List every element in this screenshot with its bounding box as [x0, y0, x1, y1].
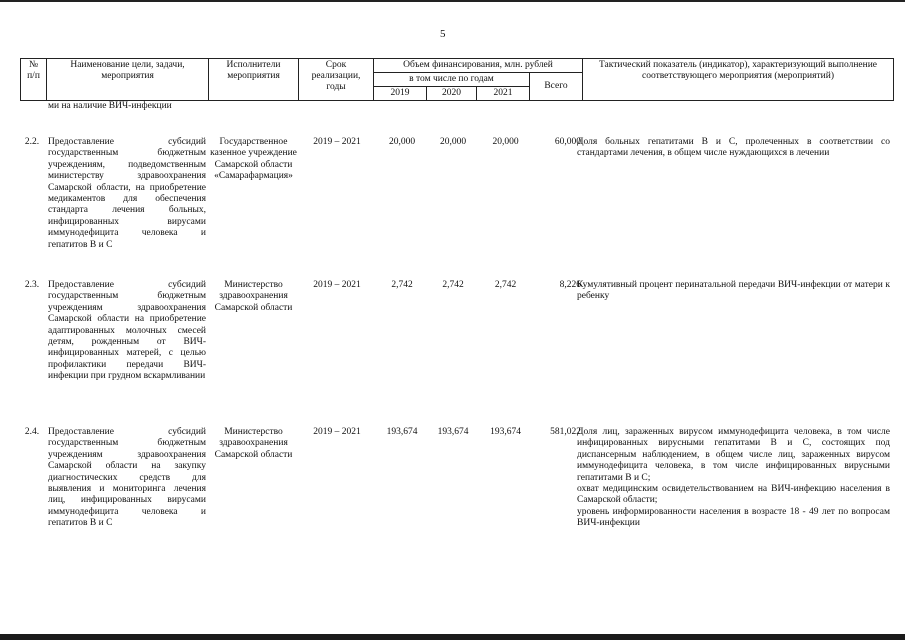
row-term: 2019 – 2021	[313, 427, 361, 437]
row-executor: Министерство здравоохранения Самарской области	[214, 427, 293, 460]
scan-bottom-edge	[0, 634, 905, 640]
header-indicator: Тактический показатель (индикатор), характеризующий выполнение соответствующего мероприятия (мероприятий)	[583, 59, 894, 101]
row-executor: Министерство здравоохранения Самарской области	[214, 280, 293, 313]
header-year-2021: 2021	[477, 87, 530, 101]
page-number: 5	[440, 28, 446, 40]
row-2019: 20,000	[388, 137, 416, 147]
continuation-row	[20, 101, 893, 125]
row-2019: 193,674	[386, 427, 418, 437]
table-header	[20, 58, 894, 101]
header-name: Наименование цели, задачи, мероприятия	[47, 59, 209, 101]
header-by-years: в том числе по годам	[374, 73, 530, 87]
indicator-line: Доля больных гепатитами В и С, пролеченных в соответствии со стандартами лечения, в общем числе нуждающихся в лечении	[577, 137, 890, 159]
row-2020: 193,674	[437, 427, 469, 437]
row-term: 2019 – 2021	[313, 137, 361, 147]
continuation-text: ми на наличие ВИЧ-инфекции	[48, 101, 172, 111]
row-2020: 20,000	[439, 137, 467, 147]
row-indicator	[577, 280, 890, 303]
row-2021: 193,674	[490, 427, 521, 437]
header-year-2019: 2019	[374, 87, 427, 101]
row-number: 2.4.	[24, 427, 40, 437]
header-term: Срок реализации, годы	[299, 59, 374, 101]
header-year-2020: 2020	[427, 87, 477, 101]
row-2019: 2,742	[391, 280, 413, 290]
row-term: 2019 – 2021	[313, 280, 361, 290]
row-name: Предоставление субсидий государственным бюджетным учреждениям, подведомственным министерству здравоохранения Самарской области, на приобретение медикаментов для обеспечения стандарта лечения больных, инфицированных вирусами иммунодефицита человека и гепатитов В и С	[48, 137, 206, 250]
table-row	[20, 137, 893, 277]
header-num: № п/п	[21, 59, 47, 101]
row-2020: 2,742	[442, 280, 464, 290]
table-row	[20, 280, 893, 420]
row-executor: Государственное казенное учреждение Самарской области «Самарафармация»	[210, 137, 297, 182]
row-total: 60,000	[554, 137, 581, 147]
row-2021: 2,742	[494, 280, 517, 290]
header-executors: Исполнители мероприятия	[209, 59, 299, 101]
indicator-line: Доля лиц, зараженных вирусом иммунодефицита человека, в том числе инфицированных вирусными гепатитами В и С, состоящих под диспансерным наблюдением, в общем числе лиц, зараженных вирусом иммунодефицита человека, в том числе инфицированных вирусными гепатитами В и С;	[577, 427, 890, 483]
row-2021: 20,000	[492, 137, 519, 147]
row-number: 2.2.	[24, 137, 40, 147]
row-name: Предоставление субсидий государственным бюджетным учреждениям здравоохранения Самарской области на приобретение адаптированных молочных смесей детям, рожденным от ВИЧ-инфицированных матерей, с целью профилактики передачи ВИЧ-инфекции при грудном вскармливании	[48, 280, 206, 382]
indicator-line: Кумулятивный процент перинатальной передачи ВИЧ-инфекции от матери к ребенку	[577, 280, 890, 302]
indicator-line: охват медицинским освидетельствованием на ВИЧ-инфекцию населения в Самарской области;	[577, 484, 890, 506]
scan-top-edge	[0, 0, 905, 2]
indicator-line: уровень информированности населения в возрасте 18 - 49 лет по вопросам ВИЧ-инфекции	[577, 506, 890, 529]
header-funding: Объем финансирования, млн. рублей	[374, 59, 583, 73]
row-name: Предоставление субсидий государственным бюджетным учреждениям здравоохранения Самарской области на закупку диагностических средств для выявления и мониторинга лечения лиц, инфицированных вирусами иммунодефицита человека и гепатитов В и С	[48, 427, 206, 529]
row-total: 581,022	[550, 427, 581, 437]
row-number: 2.3.	[24, 280, 40, 290]
row-indicator	[577, 427, 890, 530]
table-row	[20, 427, 893, 567]
row-indicator	[577, 137, 890, 160]
header-total: Всего	[530, 73, 583, 101]
row-total: 8,226	[559, 280, 581, 290]
